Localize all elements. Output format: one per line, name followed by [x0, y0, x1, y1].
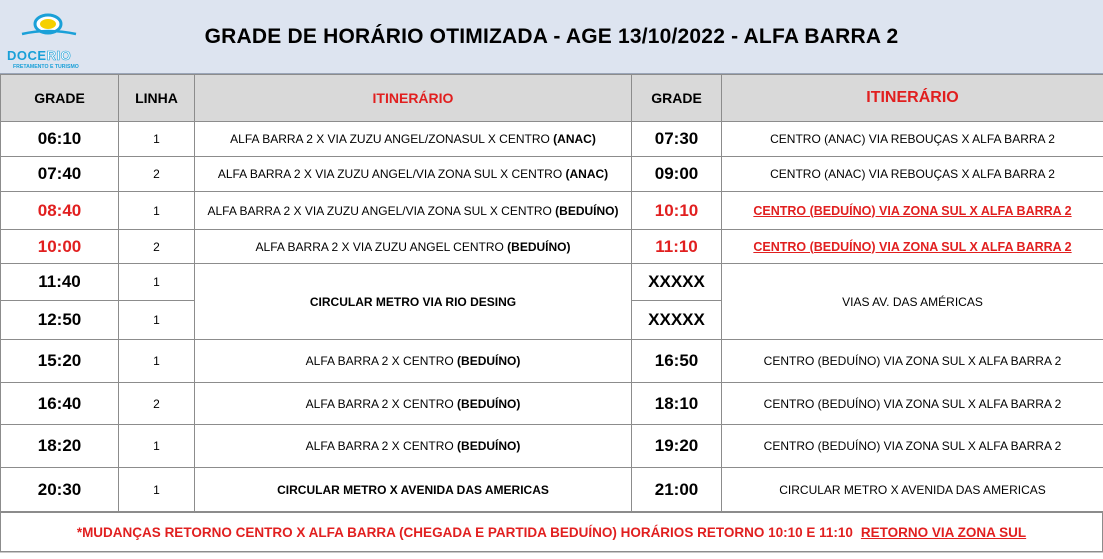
departure-time: 06:10: [1, 122, 119, 157]
table-row: [1, 192, 1103, 230]
departure-time: 11:40: [1, 264, 119, 301]
col-header-itinerario-retorno: ITINERÁRIO: [722, 75, 1103, 122]
docerio-logo: [4, 4, 116, 70]
table-header-row: [1, 75, 1103, 122]
outbound-route: CIRCULAR METRO VIA RIO DESING: [195, 264, 632, 340]
return-route: CENTRO (ANAC) VIA REBOUÇAS X ALFA BARRA 2: [722, 157, 1103, 192]
route-stop: (BEDUÍNO): [457, 354, 521, 368]
outbound-route: [195, 383, 632, 425]
departure-time: 18:20: [1, 425, 119, 468]
departure-time: 08:40: [1, 192, 119, 230]
line-number: 1: [119, 468, 195, 512]
return-time: 11:10: [632, 230, 722, 264]
route-text: ALFA BARRA 2 X VIA ZUZU ANGEL/ZONASUL X CENTRO: [230, 132, 554, 146]
return-time: XXXXX: [632, 264, 722, 301]
table-row: [1, 468, 1103, 512]
return-time: 16:50: [632, 340, 722, 383]
line-number: 1: [119, 192, 195, 230]
table-row: [1, 122, 1103, 157]
return-route: [722, 230, 1103, 264]
departure-time: 10:00: [1, 230, 119, 264]
return-route: [722, 192, 1103, 230]
departure-time: 16:40: [1, 383, 119, 425]
return-time: 18:10: [632, 383, 722, 425]
col-header-itinerario: ITINERÁRIO: [195, 75, 632, 122]
footer-note-link: RETORNO VIA ZONA SUL: [860, 524, 1027, 540]
route-stop: (ANAC): [565, 167, 609, 181]
line-number: 2: [119, 383, 195, 425]
return-route-changed: CENTRO (BEDUÍNO) VIA ZONA SUL X ALFA BARRA 2: [753, 203, 1072, 218]
table-row: [1, 264, 1103, 301]
return-route: CENTRO (BEDUÍNO) VIA ZONA SUL X ALFA BARRA 2: [722, 425, 1103, 468]
return-route: CIRCULAR METRO X AVENIDA DAS AMERICAS: [722, 468, 1103, 512]
return-route: CENTRO (BEDUÍNO) VIA ZONA SUL X ALFA BARRA 2: [722, 340, 1103, 383]
return-route-changed: CENTRO (BEDUÍNO) VIA ZONA SUL X ALFA BARRA 2: [753, 239, 1072, 254]
outbound-route: [195, 157, 632, 192]
route-text: ALFA BARRA 2 X CENTRO: [305, 439, 458, 453]
route-text: ALFA BARRA 2 X VIA ZUZU ANGEL CENTRO: [255, 239, 508, 254]
return-time: 09:00: [632, 157, 722, 192]
route-text: ALFA BARRA 2 X VIA ZUZU ANGEL/VIA ZONA SUL X CENTRO: [217, 167, 566, 181]
route-stop: (BEDUÍNO): [457, 396, 521, 411]
line-number: 1: [119, 264, 195, 301]
return-route: CENTRO (ANAC) VIA REBOUÇAS X ALFA BARRA 2: [722, 122, 1103, 157]
route-text: ALFA BARRA 2 X CENTRO: [305, 396, 458, 411]
departure-time: 20:30: [1, 468, 119, 512]
table-row: [1, 425, 1103, 468]
outbound-route: [195, 425, 632, 468]
route-stop: (BEDUÍNO): [457, 439, 521, 453]
footer-note: [0, 512, 1103, 552]
line-number: 1: [119, 425, 195, 468]
route-text: ALFA BARRA 2 X VIA ZUZU ANGEL/VIA ZONA SUL X CENTRO: [207, 203, 556, 218]
route-stop: (ANAC): [553, 132, 596, 146]
return-time: 10:10: [632, 192, 722, 230]
outbound-route: CIRCULAR METRO X AVENIDA DAS AMERICAS: [195, 468, 632, 512]
return-time: XXXXX: [632, 301, 722, 340]
col-header-grade-retorno: GRADE: [632, 75, 722, 122]
line-number: 2: [119, 230, 195, 264]
bottom-strip: [0, 552, 1103, 559]
footer-note-text: *MUDANÇAS RETORNO CENTRO X ALFA BARRA (CHEGADA E PARTIDA BEDUÍNO) HORÁRIOS RETORNO 10:10 E 11:10: [76, 524, 853, 540]
table-row: [1, 383, 1103, 425]
return-route: VIAS AV. DAS AMÉRICAS: [722, 264, 1103, 340]
col-header-grade: GRADE: [1, 75, 119, 122]
schedule-table: [0, 74, 1103, 512]
return-time: 21:00: [632, 468, 722, 512]
outbound-route: [195, 340, 632, 383]
outbound-route: [195, 192, 632, 230]
line-number: 1: [119, 301, 195, 340]
col-header-linha: LINHA: [119, 75, 195, 122]
logo-wordmark: DOCERIO: [7, 48, 72, 63]
line-number: 1: [119, 122, 195, 157]
return-time: 07:30: [632, 122, 722, 157]
line-number: 1: [119, 340, 195, 383]
departure-time: 15:20: [1, 340, 119, 383]
return-time: 19:20: [632, 425, 722, 468]
return-route: CENTRO (BEDUÍNO) VIA ZONA SUL X ALFA BARRA 2: [722, 383, 1103, 425]
table-row: [1, 157, 1103, 192]
route-stop: (BEDUÍNO): [507, 239, 571, 254]
route-text: ALFA BARRA 2 X CENTRO: [305, 354, 458, 368]
docerio-logo-icon: [4, 4, 116, 70]
table-row: [1, 340, 1103, 383]
page-title: GRADE DE HORÁRIO OTIMIZADA - AGE 13/10/2022 - ALFA BARRA 2: [204, 25, 899, 48]
outbound-route: [195, 230, 632, 264]
title-bar: [0, 0, 1103, 74]
outbound-route: [195, 122, 632, 157]
departure-time: 12:50: [1, 301, 119, 340]
line-number: 2: [119, 157, 195, 192]
table-row: [1, 230, 1103, 264]
departure-time: 07:40: [1, 157, 119, 192]
logo-tagline: FRETAMENTO E TURISMO: [13, 64, 79, 70]
route-stop: (BEDUÍNO): [555, 203, 619, 218]
